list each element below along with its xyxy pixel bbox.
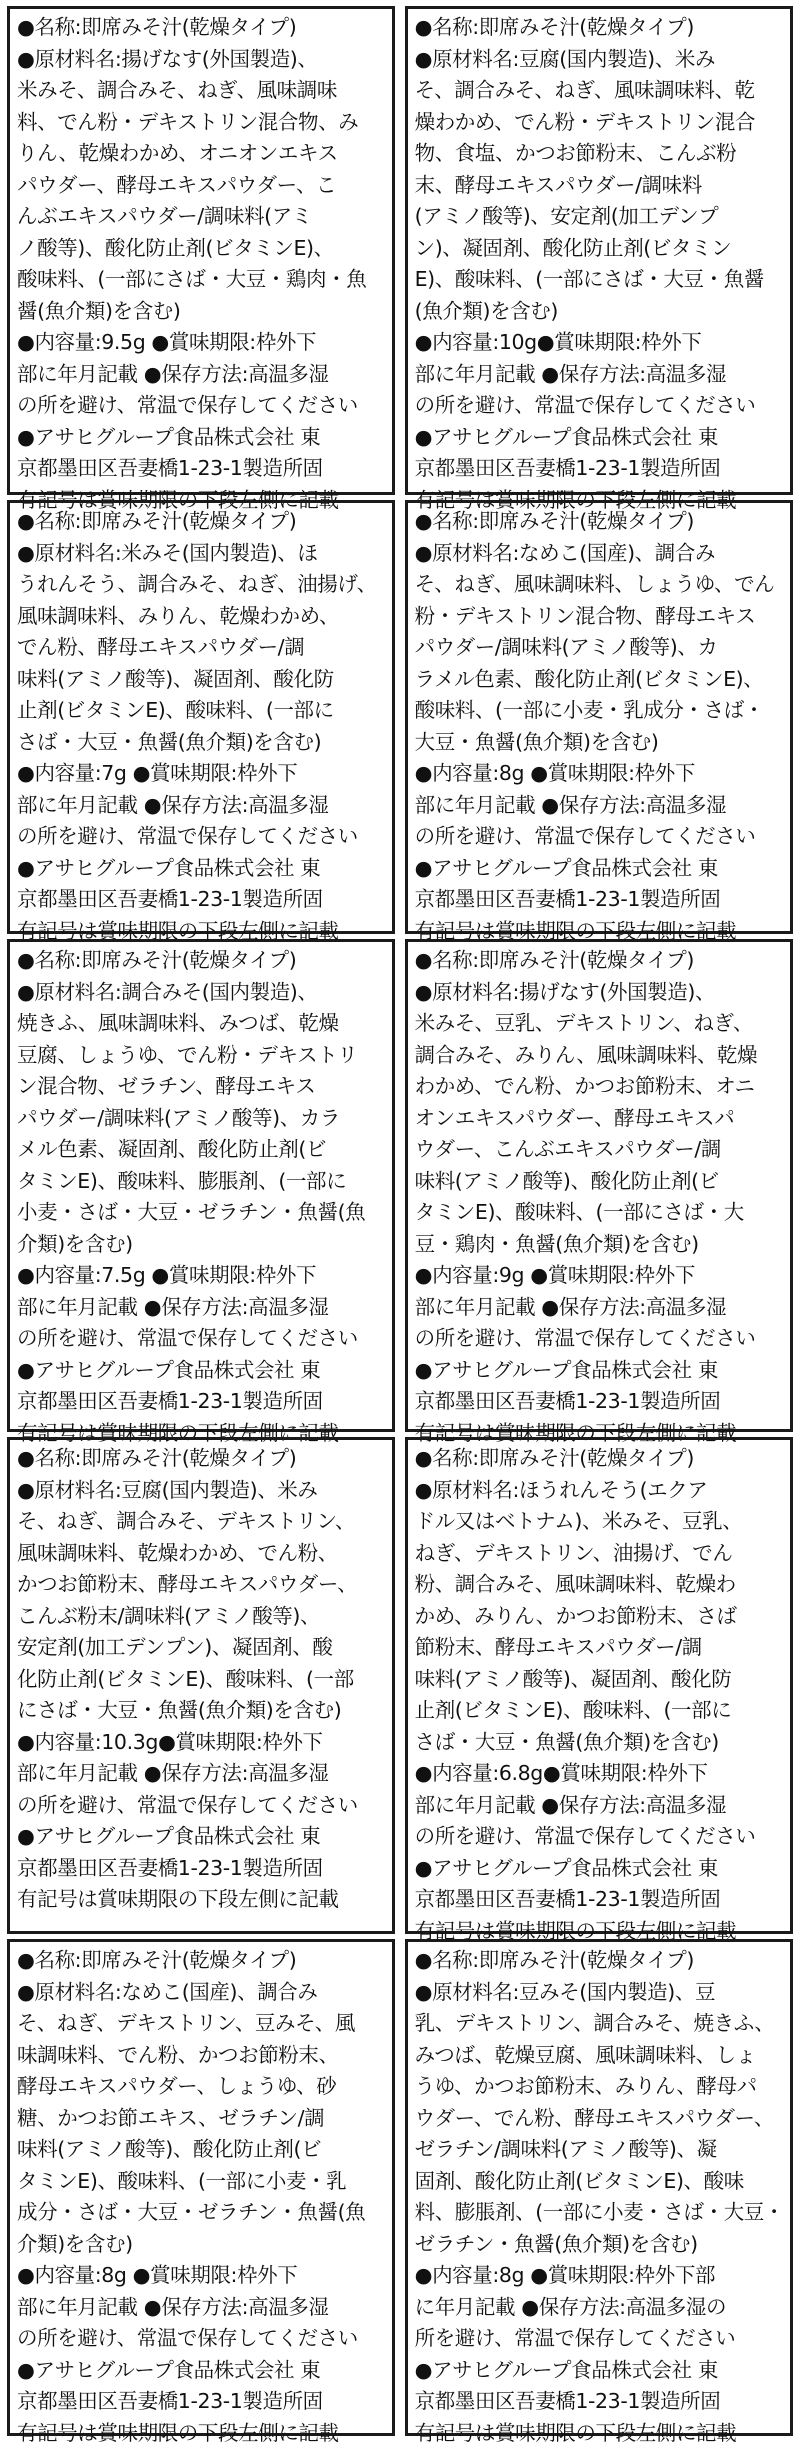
label-text-line: 味料(アミノ酸等)、凝固剤、酸化防 xyxy=(415,1664,784,1696)
label-text-line: 燥わかめ、でん粉・デキストリン混合 xyxy=(415,107,784,139)
label-text-line: ●内容量:9g ●賞味期限:枠外下 xyxy=(415,1260,784,1292)
label-text-line: ●アサヒグループ食品株式会社 東 xyxy=(415,853,784,885)
label-text-line: メル色素、凝固剤、酸化防止剤(ビ xyxy=(17,1134,386,1166)
label-text-line: かつお節粉末、酵母エキスパウダー、 xyxy=(17,1569,386,1601)
label-text-line: 酸味料、(一部に小麦・乳成分・さば・ xyxy=(415,695,784,727)
label-text-line: 有記号は賞味期限の下段左側に記載 xyxy=(17,2418,386,2449)
label-text-line: 風味調味料、乾燥わかめ、でん粉、 xyxy=(17,1538,386,1570)
label-text-line: ●名称:即席みそ汁(乾燥タイプ) xyxy=(17,1945,386,1977)
label-text-line: ●内容量:10g●賞味期限:枠外下 xyxy=(415,327,784,359)
label-text-line: ●名称:即席みそ汁(乾燥タイプ) xyxy=(17,945,386,977)
label-text-line: 介類)を含む) xyxy=(17,1229,386,1261)
label-text-line: りん、乾燥わかめ、オニオンエキス xyxy=(17,138,386,170)
label-text-line: そ、ねぎ、風味調味料、しょうゆ、でん xyxy=(415,569,784,601)
label-text-line: 京都墨田区吾妻橋1-23-1製造所固 xyxy=(17,453,386,485)
label-text-line: 化防止剤(ビタミンE)、酸味料、(一部 xyxy=(17,1664,386,1696)
label-text-line: 糖、かつお節エキス、ゼラチン/調 xyxy=(17,2103,386,2135)
label-text-line: にさば・大豆・魚醤(魚介類)を含む) xyxy=(17,1695,386,1727)
label-text-line: ●内容量:8g ●賞味期限:枠外下 xyxy=(17,2260,386,2292)
label-text-line: ●内容量:6.8g●賞味期限:枠外下 xyxy=(415,1758,784,1790)
label-text-line: 部に年月記載 ●保存方法:高温多湿 xyxy=(17,359,386,391)
label-text-line: こんぶ粉末/調味料(アミノ酸等)、 xyxy=(17,1601,386,1633)
label-text-line: 味料(アミノ酸等)、酸化防止剤(ビ xyxy=(17,2134,386,2166)
label-text-line: の所を避け、常温で保存してください xyxy=(17,1790,386,1822)
label-text-line: でん粉、酵母エキスパウダー/調 xyxy=(17,632,386,664)
label-text-line: ●原材料名:米みそ(国内製造)、ほ xyxy=(17,538,386,570)
label-text-line: ●名称:即席みそ汁(乾燥タイプ) xyxy=(17,12,386,44)
label-text-line: (魚介類)を含む) xyxy=(415,296,784,328)
label-text-line: 京都墨田区吾妻橋1-23-1製造所固 xyxy=(415,1884,784,1916)
label-text-line: 部に年月記載 ●保存方法:高温多湿 xyxy=(415,790,784,822)
label-text-line: ●アサヒグループ食品株式会社 東 xyxy=(415,1355,784,1387)
label-text-line: 有記号は賞味期限の下段左側に記載 xyxy=(17,1418,386,1450)
label-text-line: 大豆・魚醤(魚介類)を含む) xyxy=(415,727,784,759)
label-text-line: 部に年月記載 ●保存方法:高温多湿 xyxy=(17,1758,386,1790)
label-text-line: ●原材料名:なめこ(国産)、調合み xyxy=(17,1977,386,2009)
label-text-line: の所を避け、常温で保存してください xyxy=(17,390,386,422)
label-panel xyxy=(405,1939,793,2436)
label-text-line: ●名称:即席みそ汁(乾燥タイプ) xyxy=(17,1443,386,1475)
label-text-line: ●アサヒグループ食品株式会社 東 xyxy=(17,1355,386,1387)
label-text-line: 有記号は賞味期限の下段左側に記載 xyxy=(415,2418,784,2449)
label-text-line: 京都墨田区吾妻橋1-23-1製造所固 xyxy=(415,884,784,916)
label-text-line: の所を避け、常温で保存してください xyxy=(415,1821,784,1853)
label-text-line: 成分・さば・大豆・ゼラチン・魚醤(魚 xyxy=(17,2197,386,2229)
label-text-line: 醤(魚介類)を含む) xyxy=(17,296,386,328)
label-text-line: 所を避け、常温で保存してください xyxy=(415,2323,784,2355)
label-text-line: 介類)を含む) xyxy=(17,2229,386,2261)
label-text-line: ●原材料名:調合みそ(国内製造)、 xyxy=(17,977,386,1009)
label-text-line: 味調味料、でん粉、かつお節粉末、 xyxy=(17,2040,386,2072)
label-text-line: E)、酸味料、(一部にさば・大豆・魚醤 xyxy=(415,264,784,296)
label-text-line: 豆腐、しょうゆ、でん粉・デキストリ xyxy=(17,1040,386,1072)
label-text-line: うゆ、かつお節粉末、みりん、酵母パ xyxy=(415,2071,784,2103)
label-text-line: 味料(アミノ酸等)、酸化防止剤(ビ xyxy=(415,1166,784,1198)
label-text-line: の所を避け、常温で保存してください xyxy=(415,821,784,853)
label-text-line: 有記号は賞味期限の下段左側に記載 xyxy=(415,916,784,948)
label-text-line: 京都墨田区吾妻橋1-23-1製造所固 xyxy=(415,2386,784,2418)
label-text-line: 有記号は賞味期限の下段左側に記載 xyxy=(415,485,784,517)
label-text-line: そ、調合みそ、ねぎ、風味調味料、乾 xyxy=(415,75,784,107)
label-text-line: ウダー、でん粉、酵母エキスパウダー、 xyxy=(415,2103,784,2135)
label-text-line: 米みそ、豆乳、デキストリン、ねぎ、 xyxy=(415,1008,784,1040)
label-text-line: ●名称:即席みそ汁(乾燥タイプ) xyxy=(17,506,386,538)
label-text-line: パウダー/調味料(アミノ酸等)、カ xyxy=(415,632,784,664)
label-panel xyxy=(405,6,793,495)
label-text-line: パウダー/調味料(アミノ酸等)、カラ xyxy=(17,1103,386,1135)
label-panel xyxy=(405,939,793,1432)
label-text-line: タミンE)、酸味料、膨脹剤、(一部に xyxy=(17,1166,386,1198)
label-text-line: ●アサヒグループ食品株式会社 東 xyxy=(415,422,784,454)
label-text-line: 酵母エキスパウダー、しょうゆ、砂 xyxy=(17,2071,386,2103)
label-panel xyxy=(405,500,793,934)
label-text-line: (アミノ酸等)、安定剤(加工デンプ xyxy=(415,201,784,233)
label-text-line: 粉・デキストリン混合物、酵母エキス xyxy=(415,601,784,633)
label-panel xyxy=(7,6,395,495)
label-text-line: ●原材料名:なめこ(国産)、調合み xyxy=(415,538,784,570)
label-text-line: 料、膨脹剤、(一部に小麦・さば・大豆・ xyxy=(415,2197,784,2229)
label-text-line: さば・大豆・魚醤(魚介類)を含む) xyxy=(17,727,386,759)
label-text-line: んぶエキスパウダー/調味料(アミ xyxy=(17,201,386,233)
label-text-line: ン混合物、ゼラチン、酵母エキス xyxy=(17,1071,386,1103)
label-text-line: 部に年月記載 ●保存方法:高温多湿 xyxy=(17,790,386,822)
label-text-line: 京都墨田区吾妻橋1-23-1製造所固 xyxy=(17,1853,386,1885)
label-text-line: 味料(アミノ酸等)、凝固剤、酸化防 xyxy=(17,664,386,696)
label-text-line: 乳、デキストリン、調合みそ、焼きふ、 xyxy=(415,2008,784,2040)
label-text-line: 調合みそ、みりん、風味調味料、乾燥 xyxy=(415,1040,784,1072)
label-text-line: 有記号は賞味期限の下段左側に記載 xyxy=(17,916,386,948)
label-panel xyxy=(405,1437,793,1934)
label-text-line: タミンE)、酸味料、(一部に小麦・乳 xyxy=(17,2166,386,2198)
label-text-line: ●名称:即席みそ汁(乾燥タイプ) xyxy=(415,12,784,44)
label-text-line: に年月記載 ●保存方法:高温多湿の xyxy=(415,2292,784,2324)
label-text-line: みつば、乾燥豆腐、風味調味料、しょ xyxy=(415,2040,784,2072)
label-text-line: ゼラチン・魚醤(魚介類)を含む) xyxy=(415,2229,784,2261)
label-text-line: ●原材料名:ほうれんそう(エクア xyxy=(415,1475,784,1507)
label-text-line: そ、ねぎ、デキストリン、豆みそ、風 xyxy=(17,2008,386,2040)
label-text-line: の所を避け、常温で保存してください xyxy=(415,390,784,422)
label-text-line: ●内容量:9.5g ●賞味期限:枠外下 xyxy=(17,327,386,359)
label-text-line: 京都墨田区吾妻橋1-23-1製造所固 xyxy=(17,2386,386,2418)
label-text-line: タミンE)、酸味料、(一部にさば・大 xyxy=(415,1197,784,1229)
label-text-line: オンエキスパウダー、酵母エキスパ xyxy=(415,1103,784,1135)
label-text-line: ノ酸等)、酸化防止剤(ビタミンE)、 xyxy=(17,233,386,265)
label-text-line: 京都墨田区吾妻橋1-23-1製造所固 xyxy=(17,1386,386,1418)
label-text-line: 部に年月記載 ●保存方法:高温多湿 xyxy=(415,359,784,391)
label-text-line: 物、食塩、かつお節粉末、こんぶ粉 xyxy=(415,138,784,170)
label-text-line: の所を避け、常温で保存してください xyxy=(415,1323,784,1355)
label-text-line: わかめ、でん粉、かつお節粉末、オニ xyxy=(415,1071,784,1103)
label-text-line: ●原材料名:揚げなす(外国製造)、 xyxy=(415,977,784,1009)
label-text-line: 部に年月記載 ●保存方法:高温多湿 xyxy=(415,1292,784,1324)
label-text-line: ●内容量:8g ●賞味期限:枠外下部 xyxy=(415,2260,784,2292)
label-text-line: 有記号は賞味期限の下段左側に記載 xyxy=(17,485,386,517)
label-panel xyxy=(7,500,395,934)
label-text-line: ●名称:即席みそ汁(乾燥タイプ) xyxy=(415,1443,784,1475)
label-text-line: ●内容量:8g ●賞味期限:枠外下 xyxy=(415,758,784,790)
label-text-line: 部に年月記載 ●保存方法:高温多湿 xyxy=(17,2292,386,2324)
label-text-line: ン)、凝固剤、酸化防止剤(ビタミン xyxy=(415,233,784,265)
label-text-line: かめ、みりん、かつお節粉末、さば xyxy=(415,1601,784,1633)
label-text-line: 米みそ、調合みそ、ねぎ、風味調味 xyxy=(17,75,386,107)
label-text-line: ●名称:即席みそ汁(乾燥タイプ) xyxy=(415,506,784,538)
label-text-line: ドル又はベトナム)、米みそ、豆乳、 xyxy=(415,1506,784,1538)
label-text-line: の所を避け、常温で保存してください xyxy=(17,2323,386,2355)
label-text-line: 節粉末、酵母エキスパウダー/調 xyxy=(415,1632,784,1664)
label-text-line: 安定剤(加工デンプン)、凝固剤、酸 xyxy=(17,1632,386,1664)
label-text-line: ●原材料名:豆腐(国内製造)、米み xyxy=(17,1475,386,1507)
label-text-line: ●アサヒグループ食品株式会社 東 xyxy=(415,2355,784,2387)
label-text-line: ラメル色素、酸化防止剤(ビタミンE)、 xyxy=(415,664,784,696)
label-text-line: ●原材料名:豆みそ(国内製造)、豆 xyxy=(415,1977,784,2009)
label-text-line: ●内容量:7g ●賞味期限:枠外下 xyxy=(17,758,386,790)
label-text-line: 京都墨田区吾妻橋1-23-1製造所固 xyxy=(415,1386,784,1418)
label-text-line: 有記号は賞味期限の下段左側に記載 xyxy=(415,1418,784,1450)
label-text-line: の所を避け、常温で保存してください xyxy=(17,821,386,853)
label-text-line: ●原材料名:豆腐(国内製造)、米み xyxy=(415,44,784,76)
label-text-line: 風味調味料、みりん、乾燥わかめ、 xyxy=(17,601,386,633)
label-text-line: ●名称:即席みそ汁(乾燥タイプ) xyxy=(415,945,784,977)
label-text-line: 酸味料、(一部にさば・大豆・鶏肉・魚 xyxy=(17,264,386,296)
label-text-line: 止剤(ビタミンE)、酸味料、(一部に xyxy=(17,695,386,727)
label-text-line: 料、でん粉・デキストリン混合物、み xyxy=(17,107,386,139)
label-text-line: 末、酵母エキスパウダー/調味料 xyxy=(415,170,784,202)
label-text-line: 焼きふ、風味調味料、みつば、乾燥 xyxy=(17,1008,386,1040)
label-text-line: うれんそう、調合みそ、ねぎ、油揚げ、 xyxy=(17,569,386,601)
label-panel xyxy=(7,1437,395,1934)
label-text-line: 止剤(ビタミンE)、酸味料、(一部に xyxy=(415,1695,784,1727)
label-text-line: ●アサヒグループ食品株式会社 東 xyxy=(17,1821,386,1853)
label-text-line: ●内容量:10.3g●賞味期限:枠外下 xyxy=(17,1727,386,1759)
label-text-line: パウダー、酵母エキスパウダー、こ xyxy=(17,170,386,202)
label-text-line: ねぎ、デキストリン、油揚げ、でん xyxy=(415,1538,784,1570)
label-panel xyxy=(7,1939,395,2436)
label-text-line: さば・大豆・魚醤(魚介類)を含む) xyxy=(415,1727,784,1759)
label-text-line: 粉、調合みそ、風味調味料、乾燥わ xyxy=(415,1569,784,1601)
label-text-line: ●アサヒグループ食品株式会社 東 xyxy=(17,422,386,454)
label-text-line: ゼラチン/調味料(アミノ酸等)、凝 xyxy=(415,2134,784,2166)
label-text-line: 豆・鶏肉・魚醤(魚介類)を含む) xyxy=(415,1229,784,1261)
label-text-line: ●アサヒグループ食品株式会社 東 xyxy=(415,1853,784,1885)
label-text-line: の所を避け、常温で保存してください xyxy=(17,1323,386,1355)
label-text-line: そ、ねぎ、調合みそ、デキストリン、 xyxy=(17,1506,386,1538)
label-text-line: ●原材料名:揚げなす(外国製造)、 xyxy=(17,44,386,76)
label-text-line: 小麦・さば・大豆・ゼラチン・魚醤(魚 xyxy=(17,1197,386,1229)
label-text-line: 部に年月記載 ●保存方法:高温多湿 xyxy=(17,1292,386,1324)
label-text-line: ウダー、こんぶエキスパウダー/調 xyxy=(415,1134,784,1166)
label-text-line: 固剤、酸化防止剤(ビタミンE)、酸味 xyxy=(415,2166,784,2198)
label-text-line: 部に年月記載 ●保存方法:高温多湿 xyxy=(415,1790,784,1822)
label-text-line: 京都墨田区吾妻橋1-23-1製造所固 xyxy=(17,884,386,916)
label-text-line: 有記号は賞味期限の下段左側に記載 xyxy=(415,1916,784,1948)
label-text-line: ●内容量:7.5g ●賞味期限:枠外下 xyxy=(17,1260,386,1292)
label-text-line: ●アサヒグループ食品株式会社 東 xyxy=(17,2355,386,2387)
label-text-line: ●名称:即席みそ汁(乾燥タイプ) xyxy=(415,1945,784,1977)
label-text-line: 京都墨田区吾妻橋1-23-1製造所固 xyxy=(415,453,784,485)
label-text-line: ●アサヒグループ食品株式会社 東 xyxy=(17,853,386,885)
label-text-line: 有記号は賞味期限の下段左側に記載 xyxy=(17,1884,386,1916)
label-panel xyxy=(7,939,395,1432)
